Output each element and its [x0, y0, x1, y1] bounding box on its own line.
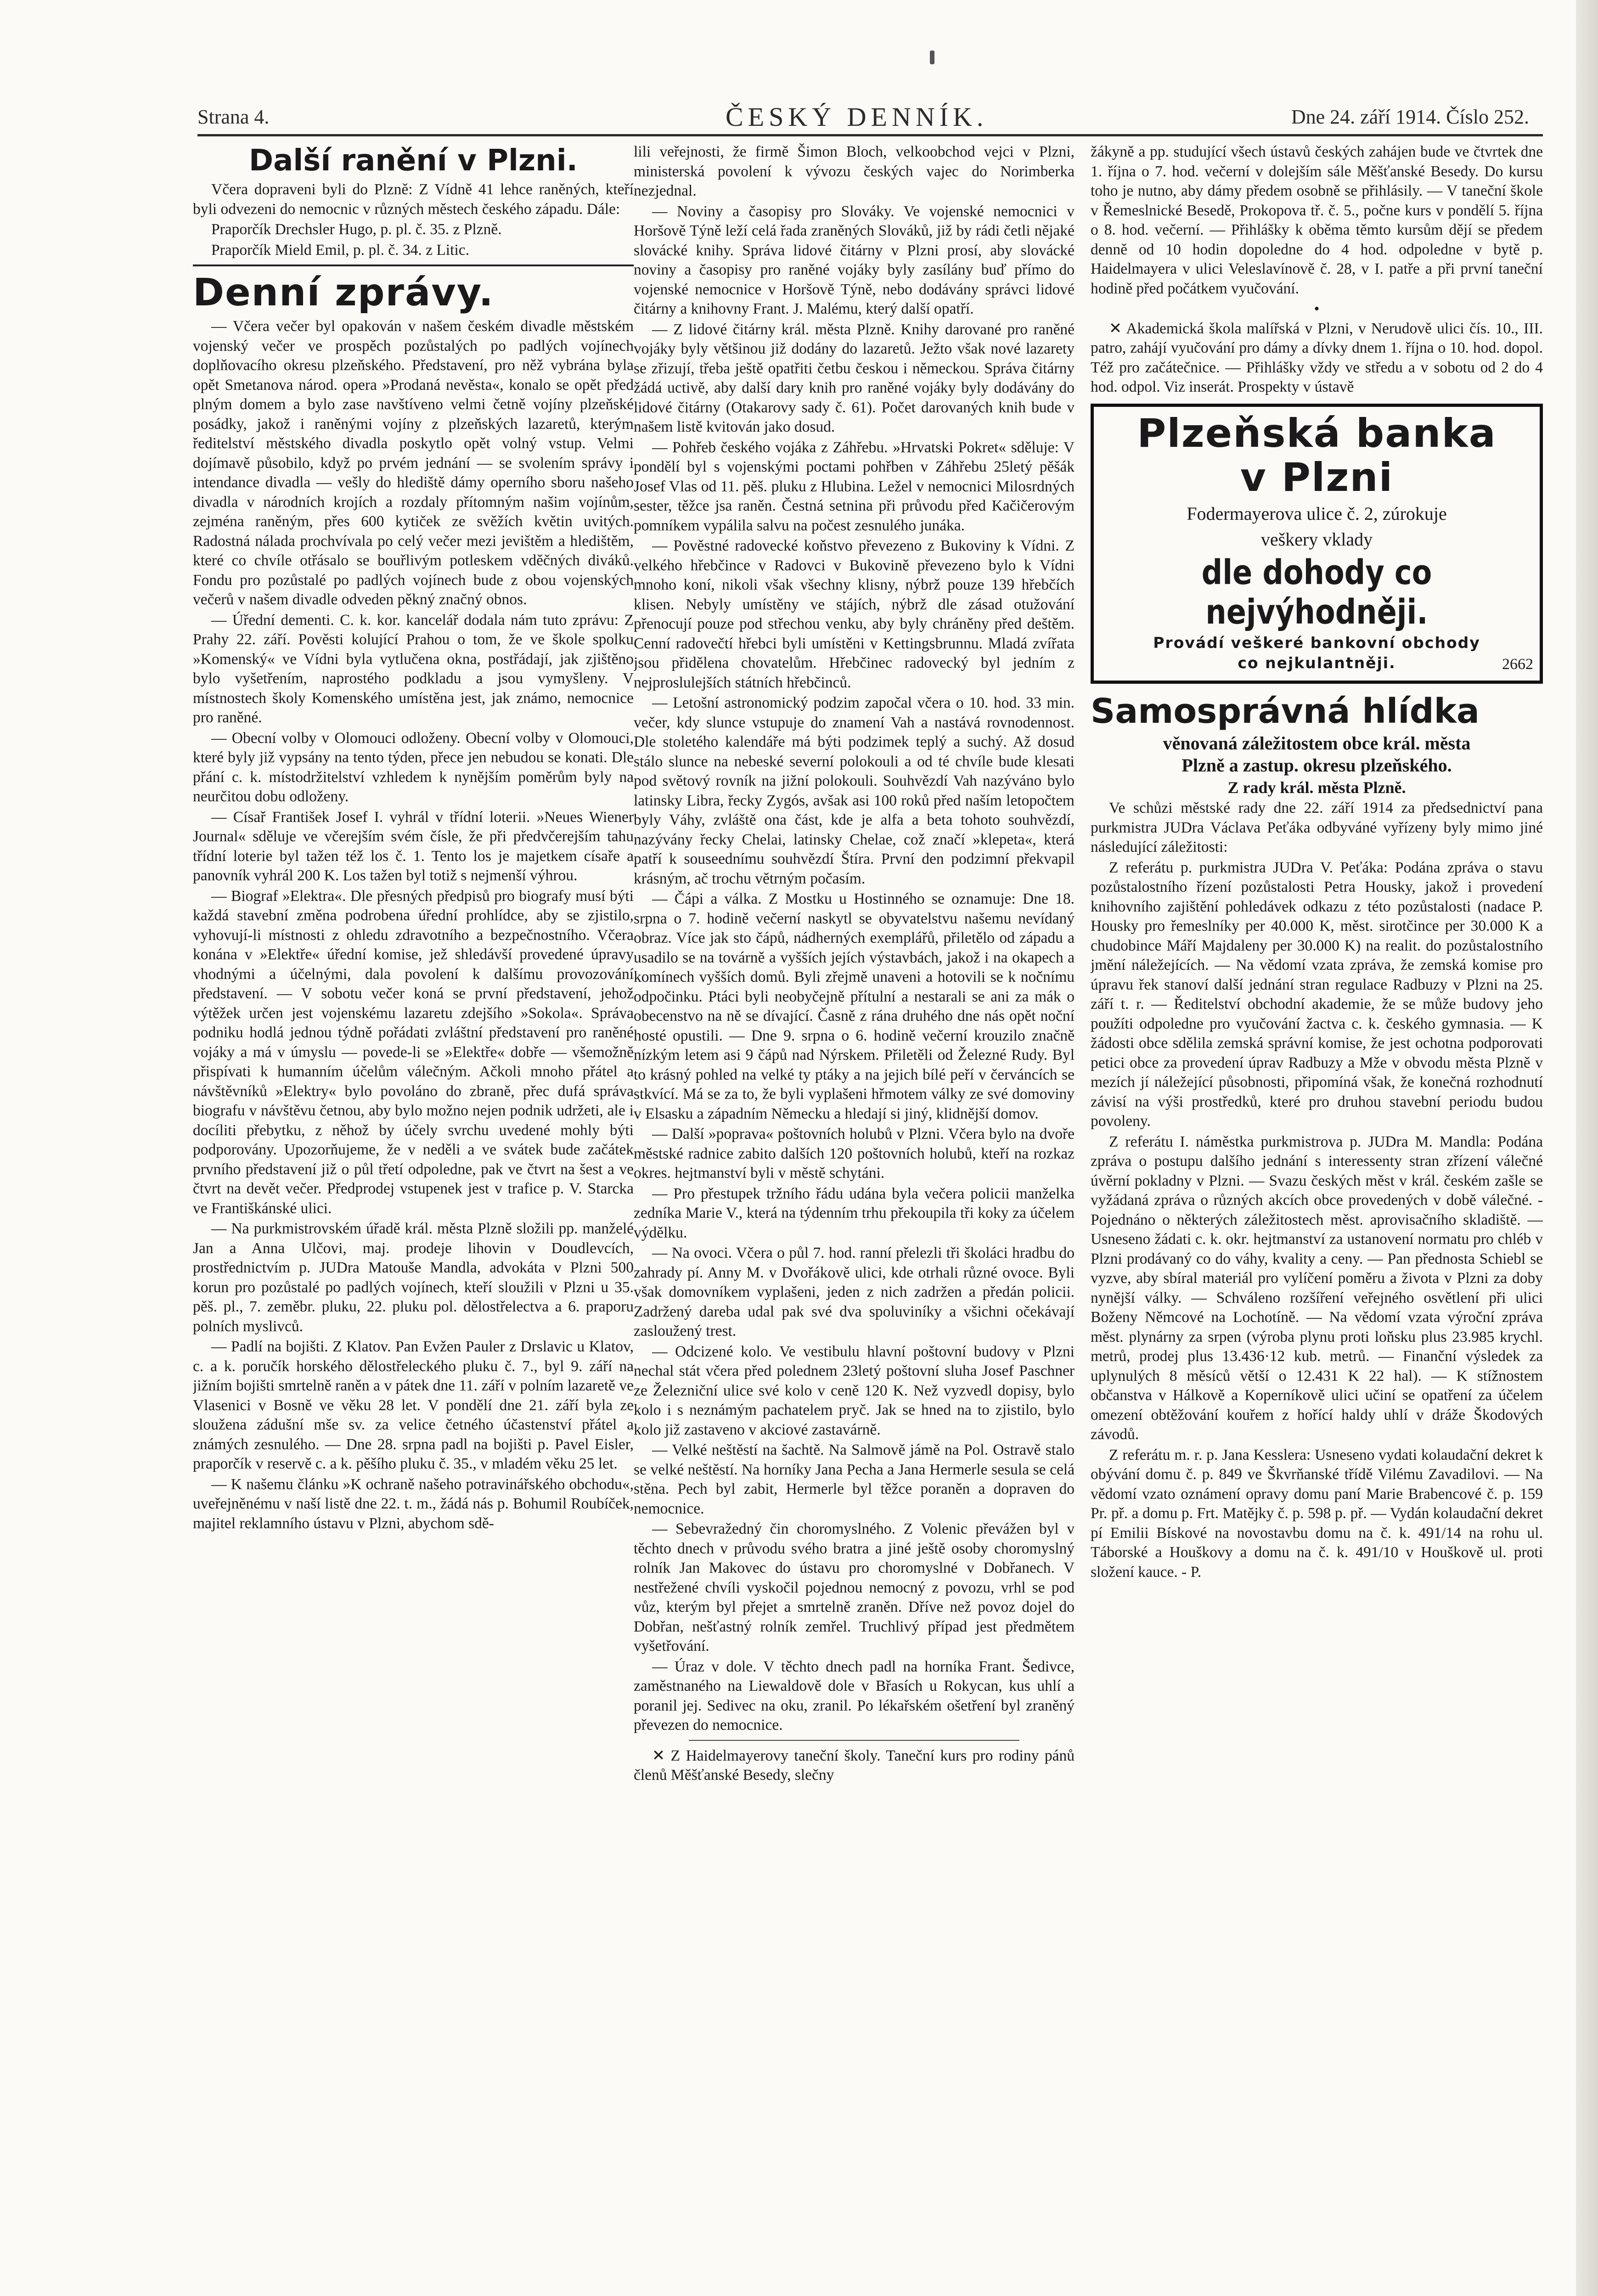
page-header — [197, 99, 1529, 131]
ad-services: Provádí veškeré bankovní obchody — [1153, 633, 1480, 652]
issue-date: Dne 24. září 1914. Číslo 252. — [1291, 106, 1529, 128]
header-rule — [197, 134, 1543, 136]
article-paragraph: Z referátu I. náměstka purkmistrova p. JUDra M. Mandla: Podána zpráva o postupu dalšího jednání s interessenty stran zřízení válečné úvěrní pokladny v Plzni. — Svazu českých měst v král. českém zašle se vyžádaná zpráva o různých akcích obce provedených v době válečné. - Pojednáno o některých záležitostech měst. aprovisačního skladiště. — Usneseno žádati c. k. okr. hejtmanství za ustanovení normatu pro chléb v Plzni prodávaný co do váhy, kvality a ceny. — Pan přednosta Schiebl se vyzve, aby sbíral materiál pro vylíčení poměru a života v Plzni za doby nynější války. — Schváleno rozšíření veřejného osvětlení při ulici Boženy Němcové na Lochotíně. — Na vědomí vzata výroční zpráva měst. plynárny za srpen (výroba plynu proti loňsku plus 23.985 krychl. metrů, prodej plus 13.436·12 kub. metrů. — Finanční výsledek za uplynulých 8 měsíců větší o 12.431 K 22 hal). — K stížnostem občanstva v Hálkově a Koperníkově ulici učiní se opatření za účelem omezení obtěžování kouřem z hořící haldy uhlí v dráže Škodových závodů. — [1091, 1133, 1543, 1443]
article-paragraph: Praporčík Mield Emil, p. pl. č. 34. z Litic. — [211, 241, 469, 259]
article-paragraph: — K našemu článku »K ochraně našeho potravinářského obchodu«, uveřejněnému v naší listě dne 22. t. m., žádá nás p. Bohumil Roubíček, majitel reklamního ústavu v Plzni, abychom sdě- — [193, 1475, 634, 1532]
section-rule — [689, 1740, 1019, 1741]
article-paragraph: lili veřejnosti, že firmě Šimon Bloch, velkoobchod vejci v Plzni, ministerská povolení k vývozu českých vajec do Norimberka nezjednal. — [634, 143, 1075, 199]
ad-address: Fodermayerova ulice č. 2, zúrokuje — [1187, 503, 1447, 524]
article-paragraph: Včera dopraveni byli do Plzně: Z Vídně 41 lehce raněných, kteří byli odvezeni do nemocnic v různých městech českého západu. Dále: — [193, 181, 634, 218]
article-paragraph: — Pověstné radovecké koňstvo převezeno z Bukoviny k Vídni. Z velkého hřebčince v Radovci v Bukovině převezeno bylo k Vídni mnoho koní, nikoli však všechny klisny, nýbrž pouze 139 hřebčích klisen. Nebyly umístěny ve stájích, nýbrž dle zásad otužování přenocují pouze pod střechou venku, aby byly chráněny před deštěm. Cenní radovečtí hřebci byli umístěni v Kettingsbrunnu. Mladá zvířata jsou přidělena chovatelům. Hřebčinec radovecký byl jedním z nejproslulejších státních hřebčinců. — [634, 537, 1075, 691]
article-paragraph: — Na ovoci. Včera o půl 7. hod. ranní přelezli tři školáci hradbu do zahrady pí. Anny M. v Dvořákově ulici, kde otrhali různé ovoce. Byli však domovníkem vyplašeni, jeden z nich zadržen a předán policii. Zadržený dareba udal pak své dva spoluviníky a všichni očekávají zasloužený trest. — [634, 1244, 1075, 1339]
subheading: Plzně a zastup. okresu plzeňského. — [1182, 755, 1452, 776]
article-paragraph: — Pro přestupek tržního řádu udána byla večera policii manželka zedníka Marie V., která na týdenním trhu překoupila tři koky za účelem výdělku. — [634, 1185, 1075, 1241]
ad-deposits: veškery vklady — [1260, 529, 1373, 550]
article-paragraph: — Císař František Josef I. vyhrál v třídní loterii. »Neues Wiener Journal« sděluje ve včerejším svém čísle, že při předvčerejším tahu třídní loterie byl tažen též los č. 1. Tento los je majetkem císaře a panovník vyhrál 200 K. Los tažen byl totiž s nejmenší výhrou. — [193, 808, 634, 884]
article-paragraph: — Úraz v dole. V těchto dnech padl na horníka Frant. Šedivce, zaměstnaného na Liewaldově dole v Břasích u Rokycan, kus uhlí a poranil jej. Sedivec na oku, zranil. Po lékařském ošetření byl zraněný převezen do nemocnice. — [634, 1658, 1075, 1733]
article-paragraph: Z referátu p. purkmistra JUDra V. Peťáka: Podána zpráva o stavu pozůstalostního řízení pozůstalosti Petra Housky, jakož i provedení knihovního zajištění pohledávek odkazu z této pozůstalosti (nadace P. Housky pro řemeslníky per 40.000 K, měst. sirotčince per 30.000 K a chudobince Máří Majdaleny per 30.000 K) na realit. do pozůstalostního jmění náležejících. — Na vědomí vzata zpráva, že zemská komise pro úpravu řek stanoví další jednání stran regulace Radbuzy v Plzni na 25. září t. r. — Ředitelství obchodní akademie, že se může budovy jeho použíti odpoledne pro vyučování žactva c. k. českého gymnasia. — K žádosti obce sdělila zemská správní komise, že jest ochotna podporovati petici obce za provedení úprav Radbuzy a Mže v obvodu města Plzně v mezích jí náležející působnosti, připomíná však, že konečná rozhodnutí závisí na výši prostředků, které pro druhou stavební periodu budou povoleny. — [1091, 859, 1543, 1130]
ad-bank-city: v Plzni — [1240, 454, 1394, 501]
subheading: věnovaná záležitostem obce král. města — [1163, 733, 1471, 754]
ad-services-2: co nejkulantněji. — [1238, 653, 1396, 672]
bullet-separator: • — [1314, 300, 1320, 317]
article-paragraph: — Sebevražedný čin choromyslného. Z Volenic převážen byl v těchto dnech v průvodu svého bratra a jiné ještě osoby choromyslný rolník Jan Makovec do ústavu pro choromyslné v Dobřanech. V nestřežené chvíli vyskočil pojednou nemocný z povozu, vrhl se pod vůz, kterým byl přejet a smrtelně zraněn. Dříve než povoz dojel do Dobřan, nešťastný rolník zemřel. Truchlivý případ jest předmětem vyšetřování. — [634, 1520, 1075, 1654]
article-paragraph: — Biograf »Elektra«. Dle přesných předpisů pro biografy musí býti každá stavební změna podrobena úřední prohlídce, aby se zjistilo, vyhovují-li místnosti z ohledu zdravotního a bezpečnostního. Včera konána v »Elektře« úřední komise, jež shledávší provedené úpravy vhodnými a účelnými, dala povolení k dalšímu provozování představení. — V sobotu večer koná se první představení, jehož výtěžek určen jest vojenskému lazaretu zdejšího »Sokola«. Správa podniku hodlá jednou týdně pořádati zvláštní představení pro raněné vojáky a má v úmyslu — povede-li se »Elektře« dobře — všemožně přispívati k humanním účelům válečným. Ačkoli mnoho přátel a návštěvníků »Elektry« bylo povoláno do zbraně, přec dufá správa biografu v návštěvu četnou, aby bylo možno nejen podnik udržeti, ale i docíliti přebytku, z něhož by účely svrchu uvedené mohly býti podporovány. Upozorňujeme, že v neděli a ve svátek bude začátek prvního představení již o půl třetí odpoledne, pak ve čtvrt na šest a ve čtvrt na devět večer. Předprodej vstupenek jest v trafice p. V. Starcka ve Františkánské ulici. — [193, 887, 634, 1217]
article-paragraph: — Velké neštěstí na šachtě. Na Salmově jámě na Pol. Ostravě stalo se velké neštěstí. Na horníky Jana Pecha a Jana Hermerle sesula se celá stěna. Pech byl zabit, Hermerle byl těžce poraněn a dopraven do nemocnice. — [634, 1441, 1075, 1517]
page-number: Strana 4. — [197, 106, 270, 128]
article-paragraph: — Obecní volby v Olomouci odloženy. Obecní volby v Olomouci, které byly již vypsány na tento týden, přece jen nebudou se konati. Dle přání c. k. místodržitelství vzhledem k nynějším poměrům byly na neurčitou dobu odloženy. — [193, 729, 634, 805]
article-paragraph: — Noviny a časopisy pro Slováky. Ve vojenské nemocnici v Horšově Týně leží celá řada zraněných Slováků, již by rádi četli nějaké slovácké knihy. Správa lidové čitárny v Plzni prosí, aby slovácké noviny a časopisy pro raněné vojáky byly zasílány buď přímo do vojenské nemocnice v Horšově Týně, nebo dodávány správci lidové čitárny a knihovny Frant. J. Malému, který další opatří. — [634, 203, 1075, 317]
article-paragraph: — Z lidové čitárny král. města Plzně. Knihy darované pro raněné vojáky byly většinou již dodány do lazaretů. Ježto však nové lazarety se zřizují, třeba ještě opatřiti četbu českou i německou. Správa čitárny žádá uctivě, aby další dary knih pro raněné vojáky byly dodávány do lidové čitárny (Otakarovy sady č. 61). Počet darovaných knih bude v našem listě kvitován jako dosud. — [634, 321, 1075, 435]
article-paragraph: Ve schůzi městské rady dne 22. září 1914 za předsednictví pana purkmistra JUDra Václava Peťáka odbyváné vyřízeny byly mimo jiné následující záležitosti: — [1091, 799, 1543, 855]
ad-number: 2662 — [1502, 655, 1533, 673]
headline-injured: Další ranění v Plzni. — [249, 144, 578, 178]
column-1 — [193, 142, 634, 2117]
column-3 — [1091, 142, 1543, 2117]
article-paragraph: — Úřední dementi. C. k. kor. kancelář dodala nám tuto zprávu: Z Prahy 22. září. Pověsti kolující Prahou o tom, že ve škole spolku »Komenský« ve Vídni byla vytlučena okna, postřádají, jak zjištěno bylo vyšetřením, naprostého podkladu a jsou vymyšleny. V místnostech školy Komenského umístěna jest, jak známo, nemocnice pro raněné. — [193, 611, 634, 726]
ad-slogan: dle dohody co nejvýhodněji. — [1201, 552, 1432, 632]
article-paragraph: — Včera večer byl opakován v našem českém divadle městském vojenský večer ve prospěch pozůstalých po padlých vojínech doplňovacího okresu plzeňského. Představení, pro něž vybrána byla opět Smetanova národ. opera »Prodaná nevěsta«, konalo se opět před plným domem a bylo zase navštíveno velmi četně vojíny plzeňské posádky, jakož i raněnými vojíny z plzeňských lazaretů, kterým ředitelství městského divadla poskytlo opět volný vstup. Velmi dojímavě působilo, když po prvém jednání — se svolením správy i intendance divadla — vešly do hlediště dámy operního sboru našeho divadla v národních krojích a rozdaly přítomným našim vojínům, zejména raněným, přes 600 kytiček ze svěžích květin uvitých. Radostná nálada prochvívala po celý večer mezi jevištěm a hledištěm, které co chvíle otřásalo se bouřlivým potleskem vděčných diváků. Fondu pro pozůstalé po padlých vojínech bude z obou vojenských večerů v našem divadle odveden pěkný značný obnos. — [193, 318, 634, 608]
article-paragraph: — Odcizené kolo. Ve vestibulu hlavní poštovní budovy v Plzni nechal stát včera před polednem 23letý poštovní sluha Josef Paschner ze Železniční ulice své kolo v ceně 120 K. Než vyzvedl dopisy, bylo kolo i s neznámým pachatelem pryč. Jak se hned na to zjistilo, bylo kolo již zastaveno v akciové zastavárně. — [634, 1343, 1075, 1438]
article-paragraph: Z referátu m. r. p. Jana Kesslera: Usneseno vydati kolaudační dekret k obývání domu č. p. 849 ve Škvrňanské třídě Vilému Zavadilovi. — Na vědomí vzato oznámení opravy domu paní Marie Brabencové č. p. 159 Pr. př. a domu p. Frt. Matějky č. p. 598 p. př. — Vydán kolaudační dekret pí Emilii Bískové na novostavbu domu na č. k. 491/14 na rohu ul. Táborské a Houškovy a domu na č. k. 491/10 v Houškově ul. proti složení kauce. - P. — [1091, 1446, 1543, 1581]
ad-bank-name: Plzeňská banka — [1137, 410, 1497, 456]
article-paragraph: — Na purkmistrovském úřadě král. města Plzně složili pp. manželé Jan a Anna Ulčovi, maj. prodeje lihovin v Doudlevcích, prostřednictvím p. JUDra Matouše Mandla, advokáta v Plzni 500 korun pro pozůstalé po padlých vojínech, kteří sloužili v Plzni u 35. pěš. pl., 7. zeměbr. pluku, 22. pluku pol. dělostřelectva a 6. praporu polních myslivců. — [193, 1220, 634, 1335]
article-paragraph: — Další »poprava« poštovních holubů v Plzni. Včera bylo na dvoře městské radnice zabito dalších 120 poštovních holubů, kteří na rozkaz okres. hejtmanství byli v městě schytáni. — [634, 1125, 1075, 1182]
scan-mark — [930, 51, 934, 64]
subheading-council: Z rady král. města Plzně. — [1227, 778, 1406, 797]
article-paragraph: — Padlí na bojišti. Z Klatov. Pan Evžen Pauler z Drslavic u Klatov, c. a k. poručík horského dělostřeleckého pluku č. 7., byl 9. září na jižním bojišti smrtelně raněn a v pátek dne 11. září v polním lazaretě ve Vlasenici v Bosně ve věku 28 let. V pondělí dne 21. září byla ze sloužena zádušní mše sv. za velice četného účastenství přátel a známých zesnulého. — Dne 28. srpna padl na bojišti p. Pavel Eisler, praporčík v reservě c. a k. pěšího pluku č. 35., v mladém věku 25 let. — [193, 1338, 634, 1472]
article-paragraph: ✕ Akademická škola malířská v Plzni, v Nerudově ulici čís. 10., III. patro, zahájí vyučování pro dámy a dívky dnem 1. října o 10. hod. dopol. Též pro začátečnice. — Přihlášky vždy ve středu a v sobotu od 2 do 4 hod. odpol. Viz inserát. Prospekty v ústavě — [1091, 320, 1543, 395]
section-rule — [193, 264, 634, 266]
article-paragraph: žákyně a pp. studující všech ústavů českých zahájen bude ve čtvrtek dne 1. října o 7. hod. večerní v dolejším sále Měšťanské Besedy. Do kursu toho je nutno, aby dámy předem osobně se přihlásily. — V taneční škole v Řemeslnické Besedě, Prokopova tř. č. 5., počne kurs v pondělí 5. října o 8. hod. večerní. — Přihlášky k oběma těmto kursům dějí se předem denně od 10 hodin dopoledne do 4 hod. odpoledne v bytě p. Haidelmayera v ulici Veleslavínově č. 28, v I. patře a při první taneční hodině před počátkem vyučování. — [1091, 143, 1543, 297]
masthead: ČESKÝ DENNÍK. — [726, 102, 988, 132]
headline-daily-news: Denní zprávy. — [193, 271, 494, 315]
article-paragraph: — Pohřeb českého vojáka z Záhřebu. »Hrvatski Pokret« sděluje: V pondělí byl s vojenskými poctami pohřben v Záhřebu 25letý pěšák Josef Vlas od 11. pěš. pluku z Hlubina. Ležel v nemocnici Milosrdných sester, těžce jsa raněn. Čestná setnina při průvodu před Kačičerovým pomníkem vypálila salvu na počest zesnulého junáka. — [634, 439, 1075, 534]
article-paragraph: — Čápi a válka. Z Mostku u Hostinného se oznamuje: Dne 18. srpna o 7. hodině večerní naskytl se obyvatelstvu našemu nevídaný obraz. Více jak sto čápů, nádherných exemplářů, přiletělo od západu a usadilo se na továrně a vyšších jejích výstavbách, jakož i na okapech a komínech vyšších domů. Byli zřejmě unaveni a hotovili se k nočnímu odpočinku. Ptáci byli neobyčejně přítulní a nestarali se ani za mák o obecenstvo na ně se dívající. Časně z rána druhého dne nás opět noční hosté opustili. — Dne 9. srpna o 6. hodině večerní krouzilo značně nízkým letem asi 9 čápů nad Nýrskem. Přiletěli od Železné Rudy. Byl to krásný pohled na velké ty ptáky a na jejich bílé peří v červáncích se stkvící. Má se za to, že byli vyplašeni hřmotem války ze své domoviny v Elsasku a západním Německu a hledají si jiný, klidnější domov. — [634, 890, 1075, 1122]
article-paragraph: ✕ Z Haidelmayerovy taneční školy. Taneční kurs pro rodiny pánů členů Měšťanské Besedy, slečny — [634, 1747, 1075, 1784]
column-2 — [634, 142, 1075, 2117]
article-paragraph: Praporčík Drechsler Hugo, p. pl. č. 35. z Plzně. — [211, 221, 502, 238]
bank-advertisement — [1091, 404, 1543, 684]
headline-self-government: Samosprávná hlídka — [1091, 692, 1480, 731]
article-paragraph: — Letošní astronomický podzim započal včera o 10. hod. 33 min. večer, kdy slunce vstupuje do znamení Vah a nastává rovnodennost. Dle stoletého kalendáře má býti podzimek teplý a suchý. Až dosud stálo slunce na nebeské severní polokouli a od té chvíle bude klesati pod světový rovník na jižní polokouli. Souhvězdí Vah nazýváno bylo latinsky Libra, řecky Zygós, avšak asi 100 roků před naším letopočtem byly Váhy, zvláště ona část, kde je alfa a beta tohoto souhvězdí, nazývány řecky Chelai, latinsky Chelae, což značí »klepeta«, která patří k souseednímu souhvězdí Štíra. První den podzimní překvapil krásným, ač trochu větrným počasím. — [634, 694, 1075, 887]
page-edge — [1576, 0, 1598, 2296]
